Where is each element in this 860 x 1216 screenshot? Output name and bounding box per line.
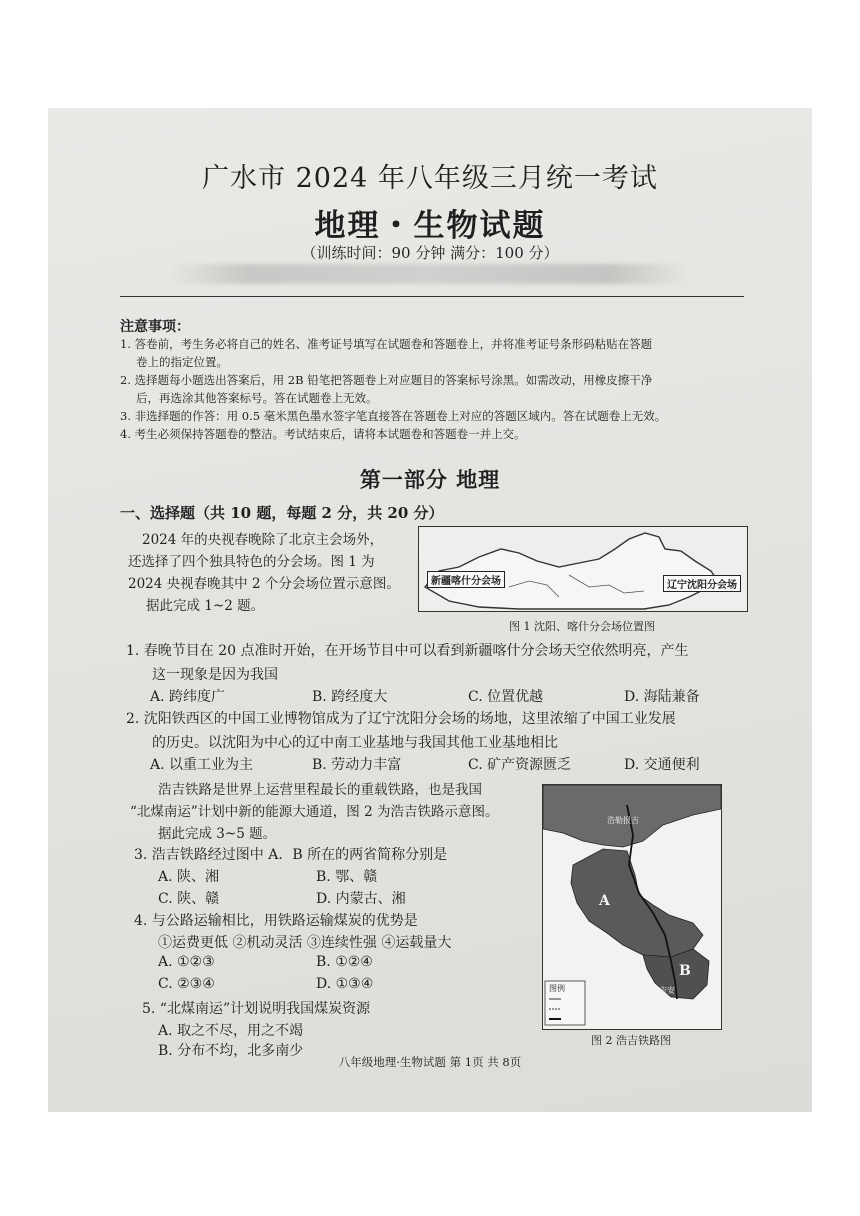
notice-item: 卷上的指定位置。 xyxy=(136,355,228,369)
intro2-line: 浩吉铁路是世界上运营里程最长的重载铁路，也是我国 xyxy=(158,782,482,798)
q1-option-d: D. 海陆兼备 xyxy=(624,689,700,705)
q4-stem: 4. 与公路运输相比，用铁路运输煤炭的优势是 xyxy=(134,913,418,929)
legend-title: 图例 xyxy=(549,984,565,993)
q1-stem: 这一现象是因为我国 xyxy=(152,667,278,683)
intro1-line: 据此完成 1~2 题。 xyxy=(146,598,265,614)
q4-option-c: C. ②③④ xyxy=(158,976,215,992)
q1-stem: 1. 春晚节目在 20 点准时开始，在开场节目中可以看到新疆喀什分会场天空依然明亮，产生 xyxy=(126,643,689,659)
q4-items: ①运费更低 ②机动灵活 ③连续性强 ④运载量大 xyxy=(158,935,452,951)
q1-option-a: A. 跨纬度广 xyxy=(150,689,226,705)
figure2-map xyxy=(542,784,722,1030)
figure1-caption: 图 1 沈阳、喀什分会场位置图 xyxy=(509,620,655,633)
q3-option-b: B. 鄂、赣 xyxy=(316,869,378,885)
q5-option-b: B. 分布不均，北多南少 xyxy=(158,1043,304,1059)
q1-option-c: C. 位置优越 xyxy=(468,689,544,705)
intro1-line: 2024 央视春晚其中 2 个分会场位置示意图。 xyxy=(128,576,400,592)
q1-option-b: B. 跨经度大 xyxy=(312,689,388,705)
q2-option-c: C. 矿产资源匮乏 xyxy=(468,757,572,773)
notice-item: 4. 考生必须保持答题卷的整洁。考试结束后，请将本试题卷和答题卷一并上交。 xyxy=(120,427,526,441)
page-footer: 八年级地理·生物试题 第 1页 共 8页 xyxy=(338,1055,522,1069)
notice-item: 3. 非选择题的作答：用 0.5 毫米黑色墨水签字笔直接答在答题卷上对应的答题区域内。答在试题卷上无效。 xyxy=(120,409,667,423)
notice-heading: 注意事项： xyxy=(120,319,190,335)
q3-stem: 3. 浩吉铁路经过图中 A．B 所在的两省简称分别是 xyxy=(134,847,448,863)
q3-option-a: A. 陕、湘 xyxy=(158,869,220,885)
notice-item: 后，再选涂其他答案标号。答在试题卷上无效。 xyxy=(136,391,378,405)
notice-item: 1. 答卷前，考生务必将自己的姓名、准考证号填写在试题卷和答题卷上，并将准考证号条形码粘贴在答题 xyxy=(120,337,653,351)
q2-option-b: B. 劳动力丰富 xyxy=(312,757,402,773)
q5-option-a: A. 取之不尽，用之不竭 xyxy=(158,1023,304,1039)
label-haolebaoji: 浩勒报吉 xyxy=(607,816,639,825)
q4-option-b: B. ①②④ xyxy=(316,954,373,970)
divider xyxy=(120,296,744,297)
figure2-caption: 图 2 浩吉铁路图 xyxy=(591,1034,671,1047)
label-a: A xyxy=(599,893,610,909)
exam-duration: （训练时间：90 分钟 满分：100 分） xyxy=(301,244,559,262)
section-title: 一、选择题（共 10 题，每题 2 分，共 20 分） xyxy=(120,504,444,522)
q2-stem: 的历史。以沈阳为中心的辽中南工业基地与我国其他工业基地相比 xyxy=(152,735,558,751)
q3-option-d: D. 内蒙古、湘 xyxy=(316,891,406,907)
q4-option-a: A. ①②③ xyxy=(158,954,215,970)
intro2-line: 据此完成 3~5 题。 xyxy=(158,826,277,842)
intro1-line: 还选择了四个独具特色的分会场。图 1 为 xyxy=(128,554,375,570)
redacted-area xyxy=(168,264,688,284)
q4-option-d: D. ①③④ xyxy=(316,976,374,992)
intro2-line: “北煤南运”计划中新的能源大通道，图 2 为浩吉铁路示意图。 xyxy=(130,804,499,820)
q2-stem: 2. 沈阳铁西区的中国工业博物馆成为了辽宁沈阳分会场的场地，这里浓缩了中国工业发展 xyxy=(126,711,676,727)
notice-item: 2. 选择题每小题选出答案后，用 2B 铅笔把答题卷上对应题目的答案标号涂黑。如需改动，用橡皮擦干净 xyxy=(120,373,653,387)
exam-paper xyxy=(48,108,812,1112)
exam-title: 广水市 2024 年八年级三月统一考试 xyxy=(202,163,658,194)
label-jian: 吉安 xyxy=(659,986,675,995)
intro1-line: 2024 年的央视春晚除了北京主会场外， xyxy=(142,532,384,548)
q2-option-d: D. 交通便利 xyxy=(624,757,700,773)
figure1-map xyxy=(418,526,748,612)
part-title: 第一部分 地理 xyxy=(359,467,501,492)
q3-option-c: C. 陕、赣 xyxy=(158,891,220,907)
label-b: B xyxy=(679,963,691,979)
label-shenyang: 辽宁沈阳分会场 xyxy=(663,575,741,592)
label-kashi: 新疆喀什分会场 xyxy=(427,571,505,588)
subject-title: 地理・生物试题 xyxy=(314,208,546,244)
q2-option-a: A. 以重工业为主 xyxy=(150,757,254,773)
q5-stem: 5. “北煤南运”计划说明我国煤炭资源 xyxy=(142,1001,371,1017)
